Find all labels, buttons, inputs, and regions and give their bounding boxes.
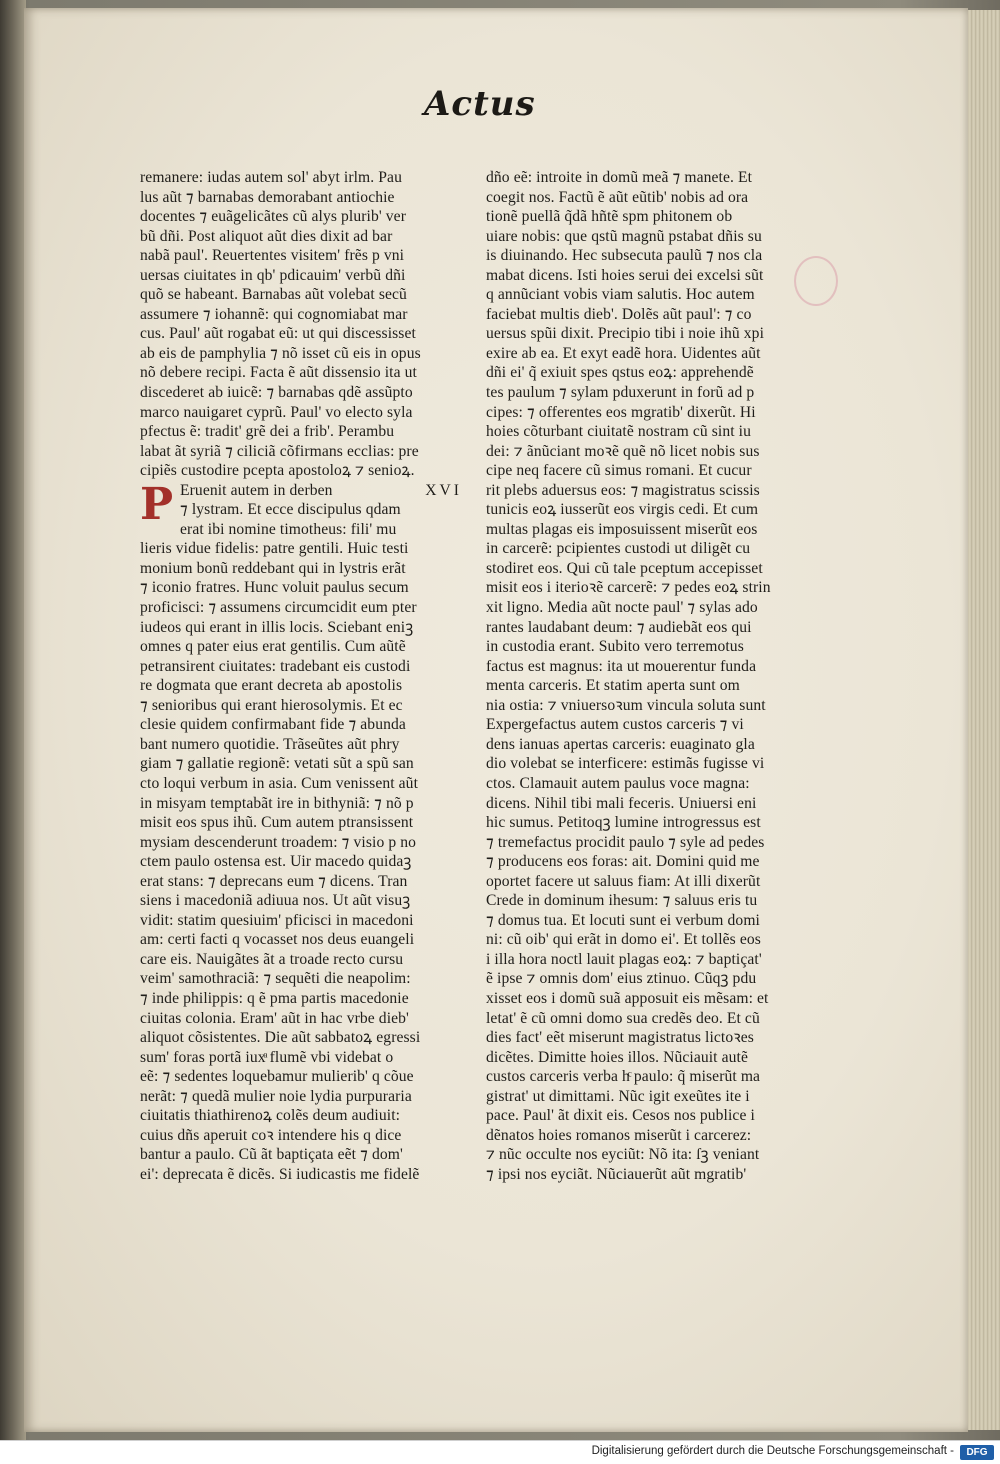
text-line: monium bonũ reddebant qui in lystris erãt bbox=[140, 559, 406, 577]
text-line: ciuitatis thiathirenoꝝ colẽs deum audiuit: bbox=[140, 1107, 401, 1125]
text-line: clesie quidem confirmabant fide ⁊ abunda bbox=[140, 716, 406, 734]
text-line: re dogmata que erant decreta ab apostolis bbox=[140, 677, 403, 695]
text-line: menta carceris. Et statim aperta sunt om bbox=[486, 677, 740, 695]
text-line: docentes ⁊ euãgelicãtes cũ alys plurib' ver bbox=[140, 208, 406, 226]
text-line: ab eis de pamphylia ⁊ nõ isset cũ eis in opus bbox=[140, 344, 421, 362]
text-line: siens i macedoniã adiuua nos. Ut aũt visuꝫ bbox=[140, 892, 411, 910]
text-line: marco nauigaret cyprũ. Paul' vo electo syla bbox=[140, 403, 413, 421]
text-line: dicẽtes. Dimitte hoies illos. Nũciauit autẽ bbox=[486, 1048, 748, 1066]
text-line: oportet facere ut saluus fiam: At illi dixerũt bbox=[486, 872, 761, 890]
text-line: in misyam temptabãt ire in bithyniã: ⁊ nõ p bbox=[140, 794, 414, 812]
text-line: veim' samothraciã: ⁊ sequẽti die neapolim: bbox=[140, 970, 411, 988]
text-line: uersus spũi dixit. Precipio tibi i noie ihũ xpi bbox=[486, 325, 765, 343]
text-line: Expergefactus autem custos carceris ⁊ vi bbox=[486, 716, 744, 734]
chapter-first-text: Eruenit autem in derben bbox=[180, 481, 333, 499]
text-line: in custodia erant. Subito vero terremotus bbox=[486, 638, 744, 656]
text-line: ⁊ iconio fratres. Hunc voluit paulus secum bbox=[140, 579, 409, 597]
text-line: dẽnatos hoies romanos miserũt i carcerez: bbox=[486, 1126, 752, 1144]
text-line: ẽ ipse ⁊ omnis dom' eius ztinuo. Cũqꝫ pdu bbox=[486, 970, 757, 988]
text-line: omnes q pater eius erat gentilis. Cum aũtẽ bbox=[140, 638, 406, 656]
text-line: ctem paulo ostensa est. Uir macedo quidaꝫ bbox=[140, 853, 412, 871]
text-line: petransirent ciuitates: tradebant eis custodi bbox=[140, 657, 411, 675]
text-line: dens ianuas apertas carceris: euaginato gla bbox=[486, 735, 755, 753]
text-line: care eis. Nauigãtes ãt a troade recto cursu bbox=[140, 950, 404, 968]
text-line: pfectus ẽ: tradit' grẽ dei a frib'. Perambu bbox=[140, 423, 395, 441]
text-line: ciuitas colonia. Eram' aũt in hac vrbe dieb' bbox=[140, 1009, 409, 1027]
text-line: discederet ab iuicẽ: ⁊ barnabas qdẽ assũpto bbox=[140, 384, 413, 402]
text-line: ⁊ senioribus qui erant hierosolymis. Et ec bbox=[140, 696, 403, 714]
text-line: cuius dñs aperuit coꝛ intendere his q dice bbox=[140, 1126, 402, 1144]
text-line: ⁊ domus tua. Et locuti sunt ei verbum domi bbox=[486, 911, 760, 929]
chapter-number: XVI bbox=[425, 481, 462, 499]
text-line: coegit nos. Factũ ẽ aũt eũtib' nobis ad ora bbox=[486, 188, 749, 206]
text-line: lieris vidue fidelis: patre gentili. Huic testi bbox=[140, 540, 409, 558]
text-line: erat stans: ⁊ deprecans eum ⁊ dicens. Tran bbox=[140, 872, 408, 890]
text-line: cus. Paul' aũt rogabat eũ: ut qui discessisset bbox=[140, 325, 416, 343]
rubricated-initial: P bbox=[140, 478, 174, 530]
book-binding-edge bbox=[0, 0, 26, 1440]
text-line: cto loqui verbum in asia. Cum venissent aũt bbox=[140, 774, 419, 792]
chapter-first-line bbox=[180, 481, 462, 501]
text-line: is diuinando. Hec subsecuta paulũ ⁊ nos cla bbox=[486, 247, 763, 265]
text-line: rit plebs aduersus eos: ⁊ magistratus scissis bbox=[486, 481, 760, 499]
text-line: stodiret eos. Qui cũ tale pceptum accepisset bbox=[486, 559, 763, 577]
text-line: nõ debere recipi. Facta ẽ aũt dissensio ita ut bbox=[140, 364, 417, 382]
text-line: misit eos i iterioꝛẽ carcerẽ: ⁊ pedes eoꝝ strin bbox=[486, 579, 771, 597]
text-line: Crede in dominum ihesum: ⁊ saluus eris tu bbox=[486, 892, 758, 910]
text-line: cipes: ⁊ offerentes eos mgratib' dixerũt. Hi bbox=[486, 403, 756, 421]
text-line: nerãt: ⁊ quedã mulier noie lydia purpuraria bbox=[140, 1087, 412, 1105]
text-line: bant numero quotidie. Trãseũtes aũt phry bbox=[140, 735, 400, 753]
text-line: cipe neq facere cũ simus romani. Et cucur bbox=[486, 462, 752, 480]
text-line: tionẽ puellã q̃dã hñtẽ spm phitonem ob bbox=[486, 208, 733, 226]
text-line: bũ dñi. Post aliquot aũt dies dixit ad bar bbox=[140, 227, 393, 245]
text-line: xit ligno. Media aũt nocte paul' ⁊ sylas ado bbox=[486, 599, 758, 617]
text-line: dicens. Nihil tibi mali feceris. Uniuersi eni bbox=[486, 794, 757, 812]
text-line: cipiẽs custodire pcepta apostoloꝝ ⁊ senioꝝ. bbox=[140, 462, 415, 480]
text-line: factus est magnus: ita ut mouerentur funda bbox=[486, 657, 757, 675]
text-line: exire ab ea. Et exyt eadẽ hora. Uidentes aũt bbox=[486, 344, 761, 362]
book-page bbox=[24, 8, 968, 1432]
right-text-column bbox=[486, 168, 814, 1184]
text-line: ⁊ tremefactus procidit paulo ⁊ syle ad pedes bbox=[486, 833, 765, 851]
text-line: vidit: statim quesiuim' pficisci in macedoni bbox=[140, 911, 414, 929]
text-line: ⁊ lystram. Et ecce discipulus qdam bbox=[180, 501, 401, 519]
text-line: gistrat' ut dimittami. Nũc igit exeũtes ite i bbox=[486, 1087, 750, 1105]
text-line: dio volebat se interficere: estimãs fugisse vi bbox=[486, 755, 765, 773]
text-line: aliquot cõsistentes. Die aũt sabbatoꝝ egressi bbox=[140, 1029, 421, 1047]
running-title: Actus bbox=[424, 84, 536, 124]
text-line: eẽ: ⁊ sedentes loquebamur mulierib' q cõue bbox=[140, 1068, 414, 1086]
text-line: faciebat multis dieb'. Dolẽs aũt paul': ⁊ co bbox=[486, 305, 752, 323]
text-line: dies fact' eẽt miserunt magistratus lictoꝛes bbox=[486, 1029, 754, 1047]
text-line: assumere ⁊ iohannẽ: qui cognomiabat mar bbox=[140, 305, 408, 323]
text-line: ⁊ ipsi nos eyciãt. Nũciauerũt aũt mgratib' bbox=[486, 1165, 747, 1183]
text-line: i illa hora noctl lauit plagas eoꝝ: ⁊ baptiçat' bbox=[486, 950, 762, 968]
text-line: nabã paul'. Reuertentes visitem' frẽs p vni bbox=[140, 247, 405, 265]
text-line: erat ibi nomine timotheus: fili' mu bbox=[180, 520, 397, 538]
text-line: ei': deprecata ẽ dicẽs. Si iudicastis me fidelẽ bbox=[140, 1165, 420, 1183]
text-line: giam ⁊ gallatie regionẽ: vetati sũt a spũ san bbox=[140, 755, 414, 773]
text-line: ⁊ inde philippis: q ẽ pma partis macedonie bbox=[140, 989, 409, 1007]
text-line: dñi ei' q̃ exiuit spes qstus eoꝝ: apprehendẽ bbox=[486, 364, 754, 382]
text-line: hoies cõturbant ciuitatẽ nostram cũ sint iu bbox=[486, 423, 751, 441]
text-line: q annũciant vobis viam salutis. Hoc autem bbox=[486, 286, 755, 304]
text-line: tes paulum ⁊ sylam pduxerunt in forũ ad p bbox=[486, 384, 755, 402]
left-text-column bbox=[140, 168, 462, 1184]
text-line: mabat dicens. Isti hoies serui dei excelsi sũt bbox=[486, 266, 764, 284]
dfg-logo-icon: DFG bbox=[960, 1445, 994, 1460]
text-line: nia ostia: ⁊ vniuersoꝛum vincula soluta sunt bbox=[486, 696, 766, 714]
text-line: rantes laudabant deum: ⁊ audiebãt eos qui bbox=[486, 618, 752, 636]
text-line: ni: cũ oib' qui erãt in domo ei'. Et tollẽs eos bbox=[486, 931, 761, 949]
text-line: multas plagas eis imposuissent miserũt eos bbox=[486, 520, 758, 538]
text-line: custos carceris verba hͨ paulo: q̃ miserũt ma bbox=[486, 1068, 761, 1086]
text-line: proficisci: ⁊ assumens circumcidit eum pter bbox=[140, 599, 417, 617]
footer-bar bbox=[0, 1440, 1000, 1464]
text-line: labat ãt syriã ⁊ ciliciã cõfirmans ecclias: pre bbox=[140, 442, 419, 460]
funding-notice: Digitalisierung gefördert durch die Deutsche Forschungsgemeinschaft - bbox=[591, 1445, 954, 1457]
text-line: misit eos spus ihũ. Cum autem ptransissent bbox=[140, 814, 414, 832]
text-line: uiare nobis: que qstũ magnũ pstabat dñis su bbox=[486, 227, 762, 245]
text-line: pace. Paul' ãt dixit eis. Cesos nos publice i bbox=[486, 1107, 755, 1125]
text-line: in carcerẽ: pcipientes custodi ut diligẽt cu bbox=[486, 540, 751, 558]
text-line: sum' foras portã iuxͣ flumẽ vbi videbat o bbox=[140, 1048, 394, 1066]
text-line: uersas ciuitates in qb' pdicauim' verbũ dñi bbox=[140, 266, 406, 284]
text-line: quõ se habeant. Barnabas aũt volebat secũ bbox=[140, 286, 407, 304]
text-line: bantur a paulo. Cũ ãt baptiçata eẽt ⁊ dom' bbox=[140, 1146, 403, 1164]
text-line: dño eẽ: introite in domũ meã ⁊ manete. Et bbox=[486, 169, 753, 186]
text-line: ctos. Clamauit autem paulus voce magna: bbox=[486, 774, 750, 792]
text-line: letat' ẽ cũ omni domo sua credẽs deo. Et cũ bbox=[486, 1009, 760, 1027]
text-line: ⁊ nũc occulte nos eyciũt: Nõ ita: ſꝫ veniant bbox=[486, 1146, 760, 1164]
text-line: hic sumus. Petitoqꝫ lumine introgressus est bbox=[486, 814, 761, 832]
text-line: tunicis eoꝝ iusserũt eos virgis cedi. Et cum bbox=[486, 501, 759, 519]
text-line: ⁊ producens eos foras: ait. Domini quid me bbox=[486, 853, 760, 871]
text-line: am: certi facti q vocasset nos deus euangeli bbox=[140, 931, 415, 949]
text-line: remanere: iudas autem sol' abyt irlm. Pau bbox=[140, 169, 402, 186]
text-line: dei: ⁊ ãnũciant moꝛẽ quẽ nõ licet nobis sus bbox=[486, 442, 760, 460]
chapter-start bbox=[140, 478, 462, 1185]
text-line: mysiam descenderunt troadem: ⁊ visio p no bbox=[140, 833, 417, 851]
text-line: xisset eos i domũ suã apposuit eis mẽsam: et bbox=[486, 989, 769, 1007]
text-line: lus aũt ⁊ barnabas demorabant antiochie bbox=[140, 188, 395, 206]
text-line: iudeos qui erant in illis locis. Sciebant eniꝫ bbox=[140, 618, 414, 636]
